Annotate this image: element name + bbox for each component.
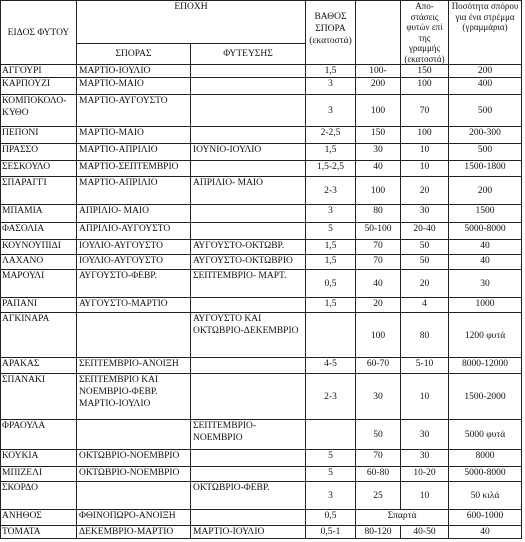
- header-planting: ΦΥΤΕΥΣΗΣ: [191, 43, 306, 64]
- table-row: [1, 95, 522, 127]
- cell-distance-plants: 10: [401, 374, 449, 420]
- cell-plant: ΣΠΑΡΑΓΓΙ: [1, 177, 77, 205]
- cell-quantity: 400: [449, 78, 522, 95]
- table-row: [1, 526, 522, 539]
- cell-distance-merged: Σπαρτά: [356, 510, 449, 526]
- cell-quantity: 40: [449, 240, 522, 255]
- cell-distance-rows: 40: [356, 161, 401, 177]
- cell-quantity: 5000 φυτά: [449, 420, 522, 450]
- cell-depth: 2-3: [306, 374, 356, 420]
- cell-plant: ΚΟΜΠΟΚΟΛΟ-ΚΥΘΟ: [1, 95, 77, 127]
- cell-plant: ΚΟΥΚΙΑ: [1, 450, 77, 467]
- cell-quantity: 1500-1800: [449, 161, 522, 177]
- cell-plant: ΑΓΓΟΥΡΙ: [1, 65, 77, 78]
- cell-distance-plants: 10: [401, 144, 449, 161]
- cell-sowing: ΙΟΥΛΙΟ-ΑΥΓΟΥΣΤΟ: [77, 240, 191, 255]
- cell-plant: ΜΑΡΟΥΛΙ: [1, 270, 77, 298]
- table-row: [1, 65, 522, 78]
- cell-depth: [306, 420, 356, 450]
- cell-planting: ΑΥΓΟΥΣΤΟ-ΟΚΤΩΒΡΙΟ: [191, 255, 306, 270]
- table-row: [1, 313, 522, 358]
- cell-distance-rows: 100: [356, 313, 401, 358]
- cell-sowing: [77, 313, 191, 358]
- cell-plant: ΠΕΠΟΝΙ: [1, 127, 77, 144]
- cell-distance-rows: 40: [356, 270, 401, 298]
- table-row: [1, 255, 522, 270]
- cell-depth: 1,5: [306, 255, 356, 270]
- cell-distance-plants: 10: [401, 161, 449, 177]
- cell-plant: ΜΠΙΖΕΛΙ: [1, 467, 77, 482]
- cell-distance-plants: 40-50: [401, 526, 449, 539]
- cell-planting: ΣΕΠΤΕΜΒΡΙΟ-ΝΟΕΜΒΡΙΟ: [191, 420, 306, 450]
- cell-plant: ΡΑΠΑΝΙ: [1, 298, 77, 313]
- cell-distance-plants: 70: [401, 95, 449, 127]
- cell-distance-plants: 4: [401, 298, 449, 313]
- cell-sowing: ΜΑΡΤΙΟ-ΑΠΡΙΛΙΟ: [77, 177, 191, 205]
- cell-distance-rows: 100: [356, 177, 401, 205]
- cell-planting: ΑΥΓΟΥΣΤΟ-ΟΚΤΩΒΡ.: [191, 240, 306, 255]
- cell-plant: ΑΝΗΘΟΣ: [1, 510, 77, 526]
- cell-depth: 1,5: [306, 65, 356, 78]
- cell-distance-rows: 20: [356, 298, 401, 313]
- cell-distance-plants: 30: [401, 450, 449, 467]
- cell-depth: 0,5-1: [306, 526, 356, 539]
- table-row: [1, 177, 522, 205]
- cell-depth: 2-2,5: [306, 127, 356, 144]
- cell-sowing: ΜΑΡΤΙΟ-ΜΑΙΟ: [77, 78, 191, 95]
- cell-quantity: 600-1000: [449, 510, 522, 526]
- cell-plant: ΚΟΥΝΟΥΠΙΔΙ: [1, 240, 77, 255]
- cell-planting: [191, 95, 306, 127]
- table-row: [1, 374, 522, 420]
- cell-distance-plants: 20: [401, 177, 449, 205]
- cell-sowing: ΣΕΠΤΕΜΒΡΙΟ-ΑΝΟΙΞΗ: [77, 358, 191, 374]
- cell-depth: 5: [306, 450, 356, 467]
- cell-planting: ΑΥΓΟΥΣΤΟ ΚΑΙ ΟΚΤΩΒΡΙΟ-ΔΕΚΕΜΒΡΙΟ: [191, 313, 306, 358]
- cell-depth: 1,5: [306, 240, 356, 255]
- cell-planting: ΣΕΠΤΕΜΒΡΙΟ- ΜΑΡΤ.: [191, 270, 306, 298]
- cell-quantity: 200-300: [449, 127, 522, 144]
- cell-planting: [191, 161, 306, 177]
- cell-plant: ΠΡΑΣΣΟ: [1, 144, 77, 161]
- header-plant: ΕΙΔΟΣ ΦΥΤΟΥ: [1, 1, 77, 65]
- cell-quantity: 30: [449, 270, 522, 298]
- table-row: [1, 510, 522, 526]
- cell-sowing: ΑΥΓΟΥΣΤΟ-ΦΕΒΡ.: [77, 270, 191, 298]
- cell-sowing: [77, 420, 191, 450]
- cell-distance-plants: 50: [401, 240, 449, 255]
- cell-planting: [191, 223, 306, 240]
- cell-plant: ΦΡΑΟΥΛΑ: [1, 420, 77, 450]
- cell-depth: 5: [306, 223, 356, 240]
- cell-distance-plants: 10: [401, 482, 449, 510]
- cell-planting: [191, 450, 306, 467]
- header-season: ΕΠΟΧΗ: [77, 1, 306, 44]
- cell-planting: [191, 467, 306, 482]
- cell-depth: 3: [306, 482, 356, 510]
- cell-quantity: 200: [449, 65, 522, 78]
- cell-distance-rows: 100: [356, 95, 401, 127]
- cell-plant: ΜΠΑΜΙΑ: [1, 205, 77, 223]
- cell-planting: [191, 358, 306, 374]
- table-row: [1, 78, 522, 95]
- cell-depth: 0,5: [306, 270, 356, 298]
- cell-sowing: [77, 482, 191, 510]
- cell-distance-rows: 60-80: [356, 467, 401, 482]
- cell-depth: 3: [306, 78, 356, 95]
- table-row: [1, 298, 522, 313]
- table-row: [1, 144, 522, 161]
- cell-planting: [191, 374, 306, 420]
- cell-quantity: 1500-2000: [449, 374, 522, 420]
- header-sowing: ΣΠΟΡΑΣ: [77, 43, 191, 64]
- cell-plant: ΣΕΣΚΟΥΛΟ: [1, 161, 77, 177]
- cell-sowing: ΑΥΓΟΥΣΤΟ-ΜΑΡΤΙΟ: [77, 298, 191, 313]
- cell-distance-rows: 60-70: [356, 358, 401, 374]
- cell-sowing: ΣΕΠΤΕΜΒΡΙΟ ΚΑΙ ΝΟΕΜΒΡΙΟ-ΦΕΒΡ. ΜΑΡΤΙΟ-ΙΟΥΛΙΟ: [77, 374, 191, 420]
- cell-depth: 1,5: [306, 298, 356, 313]
- cell-plant: ΣΠΑΝΑΚΙ: [1, 374, 77, 420]
- cell-quantity: 200: [449, 177, 522, 205]
- cell-planting: [191, 127, 306, 144]
- header-quantity: Ποσότητα σπόρου για ένα στρέμμα (γραμμάρια): [449, 1, 522, 65]
- cell-sowing: ΜΑΡΤΙΟ-ΜΑΙΟ: [77, 127, 191, 144]
- cell-quantity: 8000-12000: [449, 358, 522, 374]
- header-depth: ΒΑΘΟΣ ΣΠΟΡΑ (εκατοστά): [306, 1, 356, 65]
- cell-distance-rows: 50-100: [356, 223, 401, 240]
- cell-quantity: 500: [449, 95, 522, 127]
- cell-depth: 4-5: [306, 358, 356, 374]
- cell-distance-plants: 100: [401, 78, 449, 95]
- cell-distance-plants: 20: [401, 270, 449, 298]
- cell-quantity: 40: [449, 526, 522, 539]
- cell-planting: [191, 78, 306, 95]
- cell-distance-plants: 100: [401, 127, 449, 144]
- cell-distance-rows: 70: [356, 450, 401, 467]
- cell-depth: 0,5: [306, 510, 356, 526]
- cell-sowing: ΑΠΡΙΛΙΟ- ΜΑΙΟ: [77, 205, 191, 223]
- cell-sowing: ΑΠΡΙΛΙΟ-ΑΥΓΟΥΣΤΟ: [77, 223, 191, 240]
- cell-quantity: 8000: [449, 450, 522, 467]
- cell-distance-plants: 10-20: [401, 467, 449, 482]
- table-row: [1, 223, 522, 240]
- cell-plant: ΣΚΟΡΔΟ: [1, 482, 77, 510]
- cell-planting: ΑΠΡΙΛΙΟ- ΜΑΙΟ: [191, 177, 306, 205]
- cell-quantity: 40: [449, 255, 522, 270]
- cell-plant: ΑΓΚΙΝΑΡΑ: [1, 313, 77, 358]
- cell-sowing: ΔΕΚΕΜΒΡΙΟ-ΜΑΡΤΙΟ: [77, 526, 191, 539]
- cell-distance-rows: 70: [356, 240, 401, 255]
- header-row-top: [1, 1, 522, 44]
- header-distance: Απο-στάσεις φυτών επί της γραμμής (εκατοστά): [401, 1, 449, 65]
- cell-planting: ΜΑΡΤΙΟ-ΙΟΥΛΙΟ: [191, 526, 306, 539]
- cell-distance-rows: 150: [356, 127, 401, 144]
- cell-plant: ΦΑΣΟΛΙΑ: [1, 223, 77, 240]
- cell-distance-plants: 50: [401, 255, 449, 270]
- cell-distance-rows: 80-120: [356, 526, 401, 539]
- cell-plant: ΛΑΧΑΝΟ: [1, 255, 77, 270]
- cell-planting: [191, 510, 306, 526]
- cell-depth: 5: [306, 467, 356, 482]
- table-row: [1, 127, 522, 144]
- cell-distance-plants: 5-10: [401, 358, 449, 374]
- cell-sowing: ΜΑΡΤΙΟ-ΣΕΠΤΕΜΒΡΙΟ: [77, 161, 191, 177]
- cell-sowing: ΟΚΤΩΒΡΙΟ-ΝΟΕΜΒΡΙΟ: [77, 450, 191, 467]
- cell-sowing: ΜΑΡΤΙΟ-ΙΟΥΛΙΟ: [77, 65, 191, 78]
- cell-distance-rows: 30: [356, 144, 401, 161]
- cell-quantity: 50 κιλά: [449, 482, 522, 510]
- cell-distance-plants: 30: [401, 420, 449, 450]
- cell-plant: ΤΟΜΑΤΑ: [1, 526, 77, 539]
- cell-quantity: 5000-8000: [449, 223, 522, 240]
- table-row: [1, 467, 522, 482]
- header-distance-rows: [356, 1, 401, 65]
- cell-plant: ΑΡΑΚΑΣ: [1, 358, 77, 374]
- cell-distance-rows: 80: [356, 205, 401, 223]
- cell-planting: ΟΚΤΩΒΡΙΟ-ΦΕΒΡ.: [191, 482, 306, 510]
- cell-quantity: 1500: [449, 205, 522, 223]
- table-row: [1, 420, 522, 450]
- cell-quantity: 1000: [449, 298, 522, 313]
- cell-depth: 1,5-2,5: [306, 161, 356, 177]
- cell-plant: ΚΑΡΠΟΥΖΙ: [1, 78, 77, 95]
- cell-distance-rows: 100-: [356, 65, 401, 78]
- cell-distance-rows: 30: [356, 374, 401, 420]
- table-row: [1, 270, 522, 298]
- cell-depth: 1,5: [306, 144, 356, 161]
- cell-sowing: ΜΑΡΤΙΟ-ΑΠΡΙΛΙΟ: [77, 144, 191, 161]
- cell-distance-rows: 25: [356, 482, 401, 510]
- cell-quantity: 500: [449, 144, 522, 161]
- cell-distance-plants: 20-40: [401, 223, 449, 240]
- cell-depth: 3: [306, 95, 356, 127]
- table-row: [1, 205, 522, 223]
- cell-quantity: 5000-8000: [449, 467, 522, 482]
- cell-planting: [191, 205, 306, 223]
- cell-planting: [191, 65, 306, 78]
- cell-distance-rows: 70: [356, 255, 401, 270]
- cell-quantity: 1200 φυτά: [449, 313, 522, 358]
- cell-sowing: ΟΚΤΩΒΡΙΟ-ΝΟΕΜΒΡΙΟ: [77, 467, 191, 482]
- cell-sowing: ΜΑΡΤΙΟ-ΑΥΓΟΥΣΤΟ: [77, 95, 191, 127]
- cell-depth: 3: [306, 205, 356, 223]
- cell-distance-rows: 50: [356, 420, 401, 450]
- cell-distance-rows: 200: [356, 78, 401, 95]
- cell-distance-plants: 80: [401, 313, 449, 358]
- table-row: [1, 358, 522, 374]
- cell-depth: 2-3: [306, 177, 356, 205]
- table-row: [1, 482, 522, 510]
- table-row: [1, 450, 522, 467]
- cell-planting: [191, 298, 306, 313]
- cell-planting: ΙΟΥΝΙΟ-ΙΟΥΛΙΟ: [191, 144, 306, 161]
- table-row: [1, 240, 522, 255]
- table-row: [1, 161, 522, 177]
- cell-sowing: ΙΟΥΛΙΟ-ΑΥΓΟΥΣΤΟ: [77, 255, 191, 270]
- cell-sowing: ΦΘΙΝΟΠΩΡΟ-ΑΝΟΙΞΗ: [77, 510, 191, 526]
- cell-depth: [306, 313, 356, 358]
- cell-distance-plants: 30: [401, 205, 449, 223]
- cell-distance-plants: 150: [401, 65, 449, 78]
